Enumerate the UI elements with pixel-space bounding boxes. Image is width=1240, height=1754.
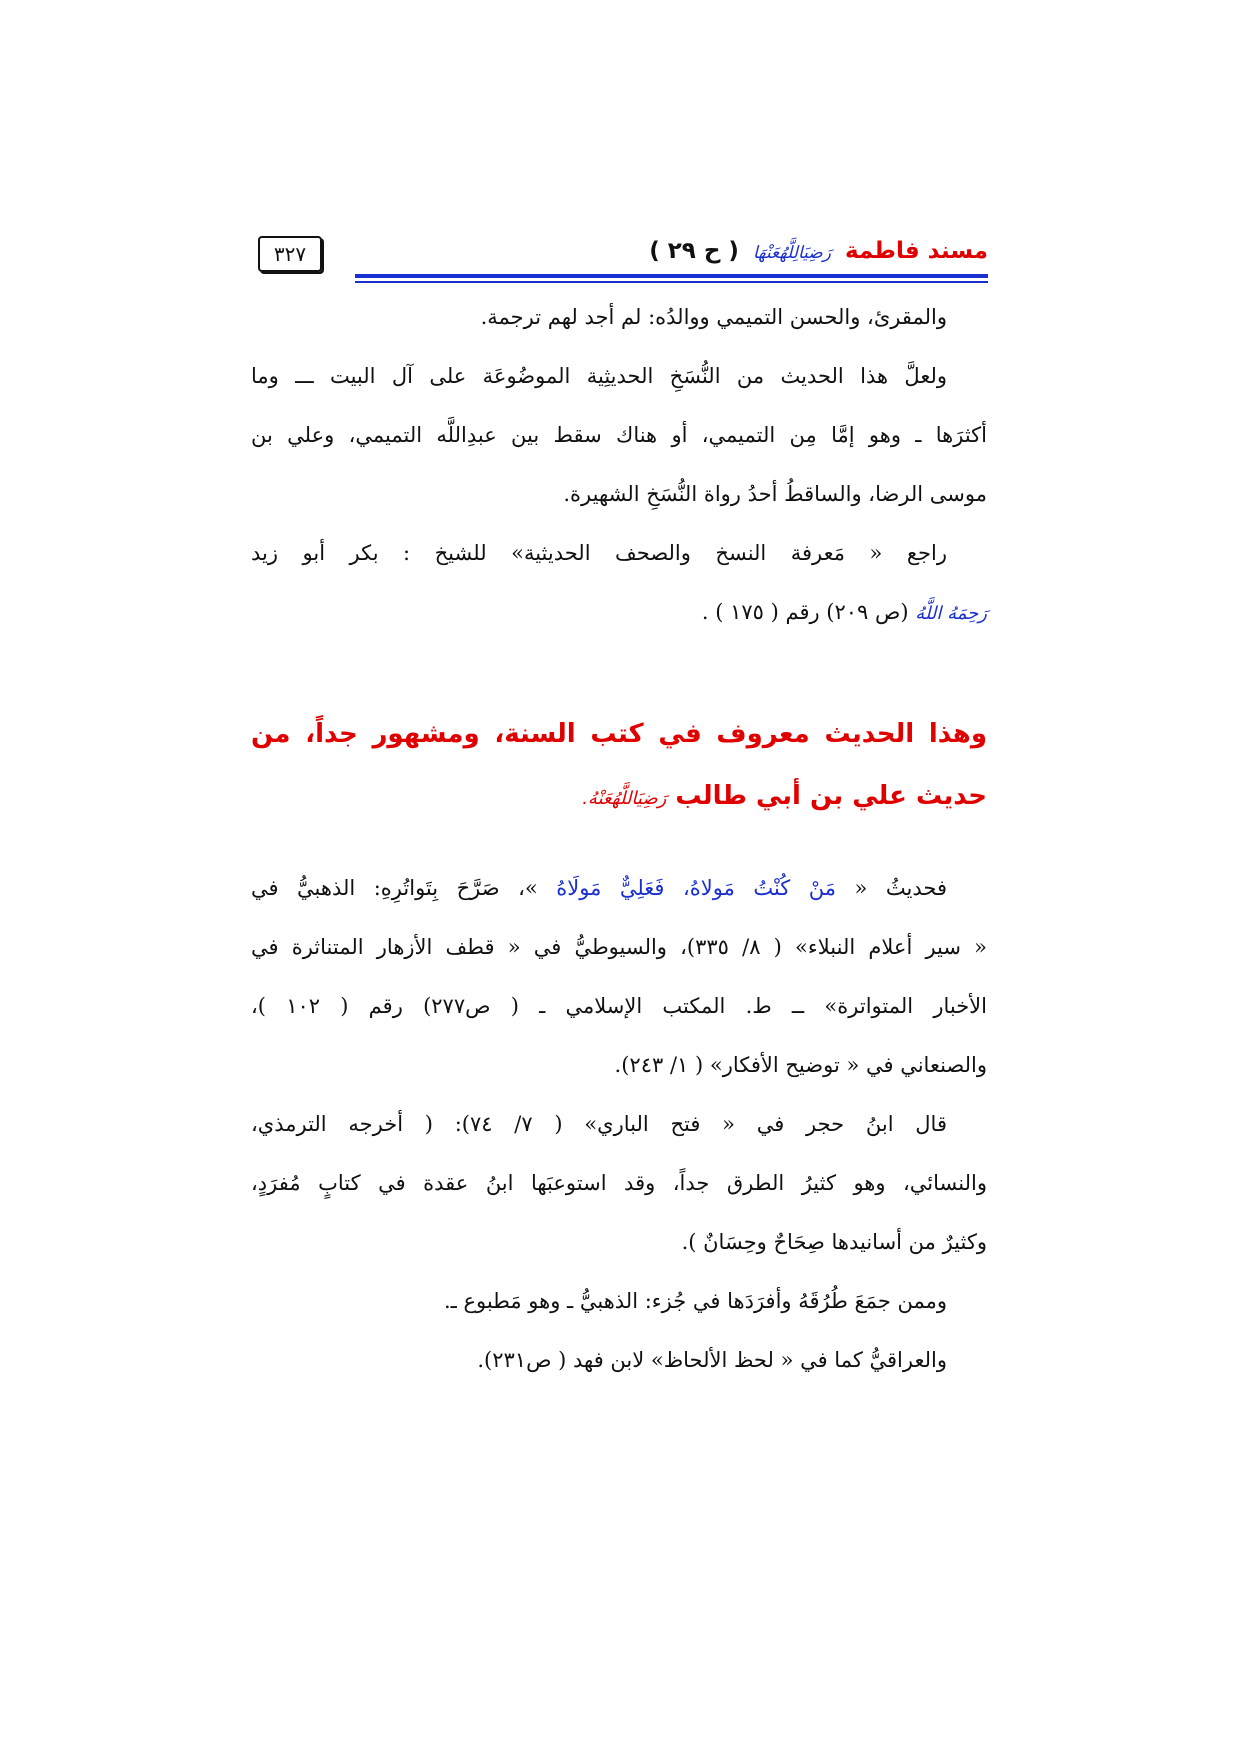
text-line [251, 873, 947, 903]
citation-text: (ص ٢٠٩) رقم ( ١٧٥ ) . [701, 600, 909, 624]
text-line [702, 597, 987, 629]
section-heading-line-2 [582, 778, 987, 817]
text-line: وممن جمَعَ طُرُقَهُ وأفرَدَها في جُزء: الذهبيُّ ـ وهو مَطبوع ـ. [443, 1289, 947, 1313]
text-line: « سير أعلام النبلاء» ( ٨/ ٣٣٥)، والسيوطيُّ في « قطف الأزهار المتناثرة في [251, 935, 987, 959]
text-line: راجع « مَعرفة النسخ والصحف الحديثية» للشيخ : بكر أبو زيد [251, 541, 947, 565]
honorific-rahimahullah: رَحِمَهُ اللَّهُ [915, 603, 987, 624]
page-number-box: ٣٢٧ [258, 236, 322, 272]
text-span: »، صَرَّحَ بِتَواتُرِهِ: الذهبيُّ في [251, 876, 538, 900]
text-line: قال ابنُ حجر في « فتح الباري» ( ٧/ ٧٤): ( أخرجه الترمذي، [251, 1112, 947, 1136]
header-rule-thin [355, 281, 988, 283]
page-header [315, 236, 988, 272]
running-title-main: مسند فاطمة [844, 238, 988, 264]
text-line: والنسائي، وهو كثيرُ الطرق جداً، وقد استوعبَها ابنُ عقدة في كتابٍ مُفرَدٍ، [251, 1171, 987, 1195]
hadith-quote: مَنْ كُنْتُ مَولاهُ، فَعَلِيٌّ مَولَاهُ [556, 876, 837, 900]
honorific-radiallahu: رَضِيَاللَّهُعَنْهُ. [582, 788, 667, 809]
text-line: والعراقيُّ كما في « لحظ الألحاظ» لابن فهد ( ص٢٣١). [477, 1348, 947, 1372]
text-line: أكثرَها ـ وهو إمَّا مِن التميمي، أو هناك سقط بين عبدِاللَّه التميمي، وعلي بن [251, 423, 987, 447]
running-title [649, 236, 988, 268]
heading-text: حديث علي بن أبي طالب [675, 781, 987, 811]
running-title-hadith-ref: ( ح ٢٩ ) [649, 238, 739, 264]
text-line: والصنعاني في « توضيح الأفكار» ( ١/ ٢٤٣). [614, 1053, 987, 1077]
text-line: والمقرئ، والحسن التميمي ووالدُه: لم أجد لهم ترجمة. [480, 305, 947, 329]
text-line: الأخبار المتواترة» ــ ط. المكتب الإسلامي ـ ( ص٢٧٧) رقم ( ١٠٢ )، [251, 994, 987, 1018]
text-line: موسى الرضا، والساقطُ أحدُ رواة النُّسَخِ الشهيرة. [563, 482, 987, 506]
running-title-honorific: رَضِيَالِلَّهُعَنْهَا [752, 243, 831, 263]
header-rule-thick [355, 274, 988, 278]
text-span: فحديثُ « [854, 876, 947, 900]
text-line: وكثيرٌ من أسانيدها صِحَاحٌ وحِسَانٌ ). [681, 1230, 987, 1254]
section-heading-line-1: وهذا الحديث معروف في كتب السنة، ومشهور جداً، من [251, 719, 987, 749]
text-line: ولعلَّ هذا الحديث من النُّسَخِ الحديثِية الموضُوعَة على آل البيت ـــ وما [251, 364, 947, 388]
